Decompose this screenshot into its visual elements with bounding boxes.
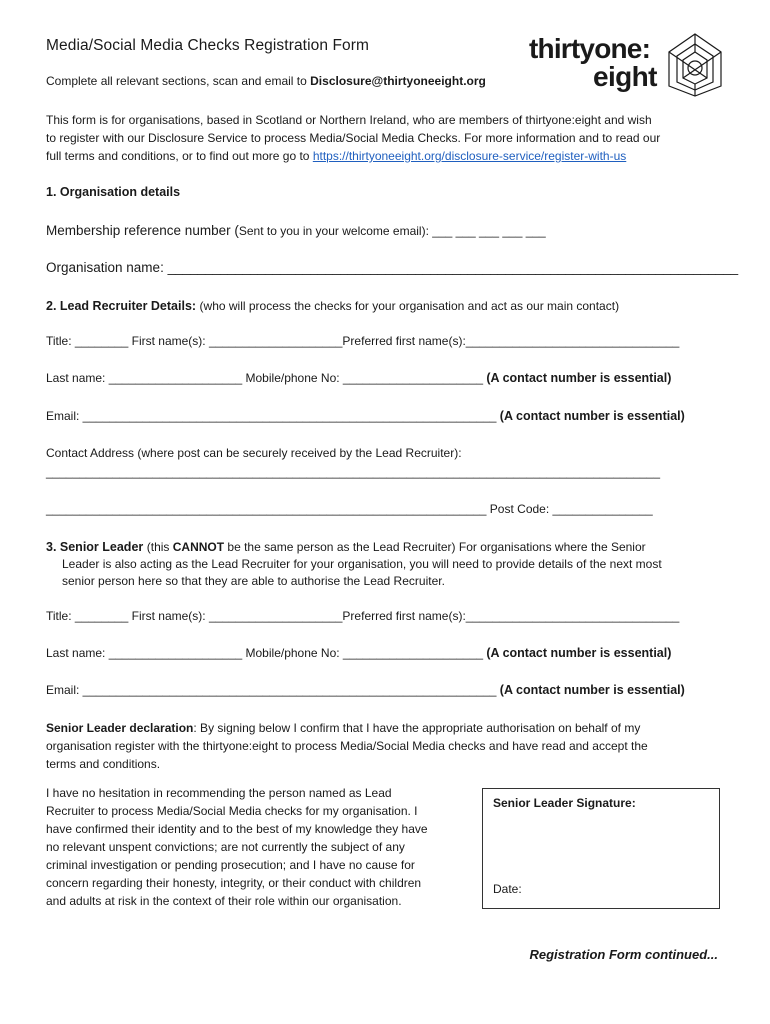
section2-heading-hint: (who will process the checks for your organisation and act as our main contact) (199, 299, 620, 313)
lead-lastname-phone-field[interactable] (46, 371, 671, 385)
senior-email-note: (A contact number is essential) (499, 683, 685, 697)
address-line2-postcode-field[interactable]: __________________________________________________________________ Post Code: _______________ (46, 502, 653, 516)
signature-box[interactable] (482, 788, 720, 909)
continued-note: Registration Form continued... (529, 947, 718, 962)
thirtyone-eight-logo (527, 30, 727, 102)
disclosure-email[interactable]: Disclosure@thirtyoneeight.org (310, 74, 486, 88)
senior-email-text: Email: ______________________________________________________________ (46, 683, 500, 697)
thirtyone-eight-mark-icon (667, 32, 723, 98)
section2-heading (46, 297, 619, 315)
contact-address-label: Contact Address (where post can be securely received by the Lead Recruiter): (46, 446, 462, 460)
membership-field[interactable] (46, 223, 546, 238)
declaration-line3: terms and conditions. (46, 757, 161, 771)
organisation-name-field[interactable]: Organisation name: ____________________________________________________________________________ (46, 260, 739, 275)
senior-phone-note: (A contact number is essential) (486, 646, 672, 660)
intro-paragraph-line1: This form is for organisations, based in Scotland or Northern Ireland, who are members of thirtyone:eight and wish (46, 113, 652, 127)
membership-label: Membership reference number ( (46, 223, 239, 238)
section2-heading-label: 2. Lead Recruiter Details: (46, 299, 200, 313)
section3-hint-b: be the same person as the Lead Recruiter) For organisations where the Senior (224, 540, 646, 554)
lead-lastname-phone-text: Last name: ____________________ Mobile/phone No: _____________________ (46, 371, 487, 385)
lead-email-note: (A contact number is essential) (499, 409, 685, 423)
section3-heading (46, 540, 646, 554)
recommendation-line1: I have no hesitation in recommending the person named as Lead (46, 786, 392, 800)
declaration-label: Senior Leader declaration (46, 721, 194, 735)
lead-phone-note: (A contact number is essential) (486, 371, 672, 385)
section3-hint-a: (this (146, 540, 173, 554)
senior-lastname-phone-text: Last name: ____________________ Mobile/phone No: _____________________ (46, 646, 487, 660)
declaration-text1: : By signing below I confirm that I have the appropriate authorisation on behalf of my (193, 721, 641, 735)
declaration-line1 (46, 719, 640, 738)
recommendation-line5: criminal investigation or pending prosecution; and I have no cause for (46, 858, 415, 872)
address-line1-field[interactable]: ____________________________________________________________________________________________ (46, 465, 660, 479)
date-label: Date: (493, 882, 522, 896)
recommendation-line7: and adults at risk in the context of their role within our organisation. (46, 894, 402, 908)
declaration-line2: organisation register with the thirtyone:eight to process Media/Social Media checks and have read and accept the (46, 739, 648, 753)
membership-hint: Sent to you in your welcome email (238, 224, 422, 238)
register-link[interactable]: https://thirtyoneeight.org/disclosure-service/register-with-us (312, 149, 627, 163)
senior-email-field[interactable] (46, 683, 685, 697)
instruction-text: Complete all relevant sections, scan and email to (46, 74, 311, 88)
signature-label: Senior Leader Signature: (493, 796, 636, 810)
logo-text-line2: eight (593, 61, 657, 92)
section3-heading-label: 3. Senior Leader (46, 540, 147, 554)
intro-paragraph-line3 (46, 147, 626, 166)
section3-line3: senior person here so that they are able to authorise the Lead Recruiter. (62, 574, 445, 588)
section3-line2: Leader is also acting as the Lead Recruiter for your organisation, you will need to provide details of the next most (62, 557, 662, 571)
page-title: Media/Social Media Checks Registration Form (46, 37, 370, 54)
instruction-line (46, 74, 486, 88)
senior-lastname-phone-field[interactable] (46, 646, 671, 660)
recommendation-line3: have confirmed their identity and to the best of my knowledge they have (46, 822, 428, 836)
section1-heading: 1. Organisation details (46, 185, 181, 199)
senior-title-names-field[interactable]: Title: ________ First name(s): ____________________Preferred first name(s):________________________________ (46, 609, 680, 623)
recommendation-line4: no relevant unspent convictions; are not currently the subject of any (46, 840, 405, 854)
intro-paragraph-text: full terms and conditions, or to find out more go to (46, 149, 313, 163)
section3-cannot: CANNOT (172, 540, 225, 554)
lead-title-names-field[interactable]: Title: ________ First name(s): ____________________Preferred first name(s):________________________________ (46, 334, 680, 348)
logo-text-line1: thirtyone: (529, 33, 651, 64)
recommendation-line6: concern regarding their honesty, integrity, or their conduct with children (46, 876, 422, 890)
recommendation-line2: Recruiter to process Media/Social Media checks for my organisation. I (46, 804, 418, 818)
membership-blanks: ): ___ ___ ___ ___ ___ (421, 224, 546, 238)
lead-email-field[interactable] (46, 409, 685, 423)
intro-paragraph-line2: to register with our Disclosure Service to process Media/Social Media Checks. For more information and to read our (46, 131, 661, 145)
lead-email-text: Email: ______________________________________________________________ (46, 409, 500, 423)
